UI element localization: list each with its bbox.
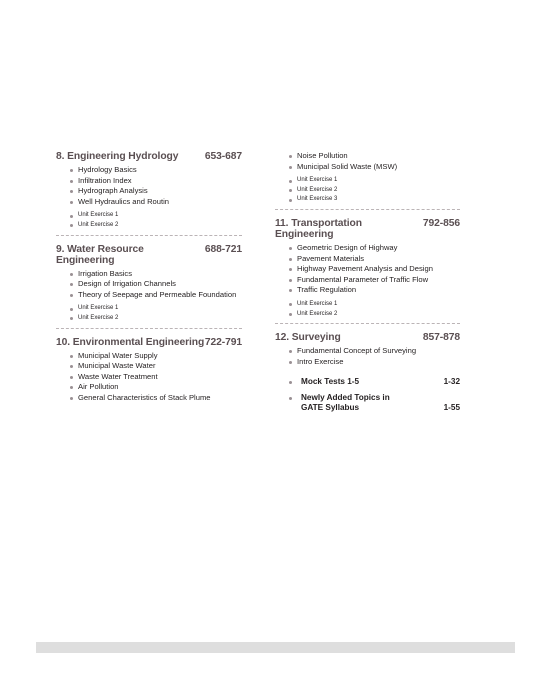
topic-list [56,351,242,404]
topic-item: General Characteristics of Stack Plume [70,393,242,404]
section-transportation-engineering [275,218,460,319]
topic-item: Well Hydraulics and Routin [70,197,242,208]
section-pages: 857-878 [422,332,460,344]
section-heading [56,244,242,266]
section-environmental-engineering [56,337,242,404]
topic-item: Infiltration Index [70,176,242,187]
section-pages: 792-856 [422,217,460,229]
exercise-list [275,176,460,205]
topic-item: Geometric Design of Highway [289,243,460,254]
topic-item: Municipal Solid Waste (MSW) [289,162,460,173]
section-title: 8. Engineering Hydrology [56,151,179,162]
section-divider [275,323,460,324]
exercise-list [275,300,460,319]
section-heading [56,151,242,162]
topic-item: Fundamental Parameter of Traffic Flow [289,275,460,286]
left-column [56,151,242,404]
section-title: 12. Surveying [275,332,341,344]
exercise-item: Unit Exercise 1 [70,211,242,221]
exercise-item: Unit Exercise 1 [289,300,460,310]
section-water-resource-engineering [56,244,242,324]
topic-item: Hydrograph Analysis [70,186,242,197]
topic-item: Hydrology Basics [70,165,242,176]
exercise-item: Unit Exercise 2 [289,310,460,320]
exercise-list [56,304,242,323]
exercise-item: Unit Exercise 1 [289,176,460,186]
topic-item: Intro Exercise [289,357,460,368]
topic-list [275,243,460,296]
extra-pages: 1-55 [443,403,460,413]
section-engineering-hydrology [56,151,242,231]
topic-item: Fundamental Concept of Surveying [289,346,460,357]
section-heading [275,332,460,343]
topic-list [275,346,460,367]
section-divider [56,235,242,236]
topic-item: Design of Irrigation Channels [70,279,242,290]
section-pages: 653-687 [204,151,242,162]
section-heading [275,218,460,240]
section-heading [56,337,242,348]
section-pages: 688-721 [204,243,242,255]
topic-item: Waste Water Treatment [70,372,242,383]
exercise-item: Unit Exercise 2 [289,186,460,196]
section-pages: 722-791 [204,336,242,348]
topic-item: Theory of Seepage and Permeable Foundation [70,290,242,301]
section-title: 10. Environmental Engineering [56,336,205,348]
right-column [275,151,460,419]
section-title: 9. Water Resource Engineering [56,243,144,266]
exercise-item: Unit Exercise 3 [289,195,460,205]
extra-pages: 1-32 [443,377,460,387]
extra-title-line: Newly Added Topics in [301,392,390,402]
topic-item: Air Pollution [70,382,242,393]
topic-item: Municipal Waste Water [70,361,242,372]
exercise-item: Unit Exercise 2 [70,314,242,324]
section-divider [275,209,460,210]
extra-title-line: GATE Syllabus [301,403,360,413]
topic-list [275,151,460,172]
exercise-item: Unit Exercise 1 [70,304,242,314]
footer-bar [36,642,515,653]
extras-list [275,377,460,413]
topic-item: Noise Pollution [289,151,460,162]
exercise-item: Unit Exercise 2 [70,221,242,231]
topic-list [56,165,242,207]
extra-item-mock-tests [289,377,460,387]
topic-item: Irrigation Basics [70,269,242,280]
section-title: 11. Transportation Engineering [275,217,362,240]
topic-list [56,269,242,301]
exercise-list [56,211,242,230]
topic-item: Municipal Water Supply [70,351,242,362]
topic-item: Pavement Materials [289,254,460,265]
topic-item: Highway Pavement Analysis and Design [289,264,460,275]
extra-item-new-topics [289,393,460,414]
extra-title: Mock Tests 1-5 [301,377,360,387]
topic-item: Traffic Regulation [289,285,460,296]
section-surveying [275,332,460,367]
section-environmental-continued [275,151,460,205]
section-divider [56,328,242,329]
